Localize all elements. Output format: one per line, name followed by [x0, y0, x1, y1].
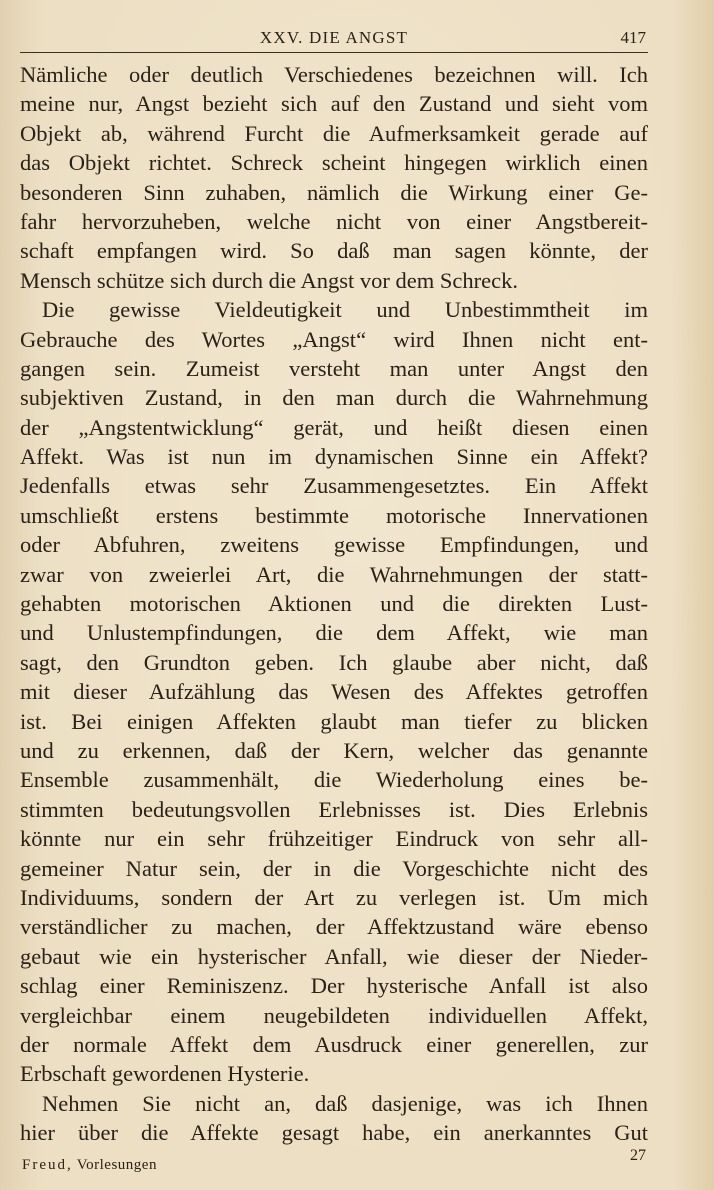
text-line: und zu erkennen, daß der Kern, welcher das genannte [20, 737, 648, 763]
text-line: der normale Affekt dem Ausdruck einer generellen, zur [20, 1031, 648, 1057]
text-line: hier über die Affekte gesagt habe, ein anerkanntes Gut [20, 1120, 648, 1146]
text-line: mit dieser Aufzählung das Wesen des Affektes getroffen [20, 679, 648, 705]
text-line: Nehmen Sie nicht an, daß dasjenige, was ich Ihnen [42, 1090, 648, 1116]
text-line: verständlicher zu machen, der Affektzustand wäre ebenso [20, 914, 648, 940]
text-line: besonderen Sinn zuhaben, nämlich die Wirkung einer Ge- [20, 179, 648, 205]
text-line: und Unlustempfindungen, die dem Affekt, wie man [20, 620, 648, 646]
text-line: vergleichbar einem neugebildeten individuellen Affekt, [20, 1002, 648, 1028]
text-line: schaft empfangen wird. So daß man sagen könnte, der [20, 238, 648, 264]
text-line: Die gewisse Vieldeutigkeit und Unbestimmtheit im [42, 297, 648, 323]
text-line: gangen sein. Zumeist versteht man unter Angst den [20, 355, 648, 381]
text-line: fahr hervorzuheben, welche nicht von einer Angstbereit- [20, 208, 648, 234]
text-line: Nämliche oder deutlich Verschiedenes bezeichnen will. Ich [20, 62, 648, 87]
text-line: gebaut wie ein hysterischer Anfall, wie dieser der Nieder- [20, 943, 648, 969]
footer-work: Vorlesungen [76, 1157, 157, 1173]
text-line: subjektiven Zustand, in den man durch die Wahrnehmung [20, 385, 648, 411]
text-line: stimmten bedeutungsvollen Erlebnisses ist. Dies Erlebnis [20, 796, 648, 822]
text-line: Objekt ab, während Furcht die Aufmerksamkeit gerade auf [20, 120, 648, 146]
footer-author: Freud, [22, 1157, 73, 1173]
text-line: Individuums, sondern der Art zu verlegen ist. Um mich [20, 884, 648, 910]
text-line: gehabten motorischen Aktionen und die direkten Lust- [20, 591, 648, 617]
text-line: Affekt. Was ist nun im dynamischen Sinne ein Affekt? [20, 444, 648, 470]
text-line: gemeiner Natur sein, der in die Vorgeschichte nicht des [20, 855, 648, 881]
text-line: könnte nur ein sehr frühzeitiger Eindruck von sehr all- [20, 826, 648, 852]
text-line: zwar von zweierlei Art, die Wahrnehmungen der statt- [20, 561, 648, 587]
text-line: umschließt erstens bestimmte motorische Innervationen [20, 502, 648, 528]
footer-imprint [22, 1157, 157, 1174]
text-line: meine nur, Angst bezieht sich auf den Zustand und sieht vom [20, 91, 648, 117]
signature-number: 27 [630, 1147, 646, 1164]
text-line: Erbschaft gewordenen Hysterie. [20, 1061, 310, 1087]
text-line: Mensch schütze sich durch die Angst vor dem Schreck. [20, 267, 518, 293]
text-line: der „Angstentwicklung“ gerät, und heißt diesen einen [20, 414, 648, 440]
text-line: Ensemble zusammenhält, die Wiederholung eines be- [20, 767, 648, 793]
text-line: sagt, den Grundton geben. Ich glaube aber nicht, daß [20, 649, 648, 675]
text-line: Gebrauche des Wortes „Angst“ wird Ihnen nicht ent- [20, 326, 648, 352]
text-line: schlag einer Reminiszenz. Der hysterische Anfall ist also [20, 973, 648, 999]
page-number: 417 [620, 28, 646, 47]
text-line: das Objekt richtet. Schreck scheint hingegen wirklich einen [20, 150, 648, 176]
text-line: ist. Bei einigen Affekten glaubt man tiefer zu blicken [20, 708, 648, 734]
body-text [20, 60, 648, 1147]
running-title: XXV. DIE ANGST [259, 28, 409, 47]
text-line: Jedenfalls etwas sehr Zusammengesetztes. Ein Affekt [20, 473, 648, 499]
page-header [20, 26, 648, 53]
text-line: oder Abfuhren, zweitens gewisse Empfindungen, und [20, 532, 648, 558]
